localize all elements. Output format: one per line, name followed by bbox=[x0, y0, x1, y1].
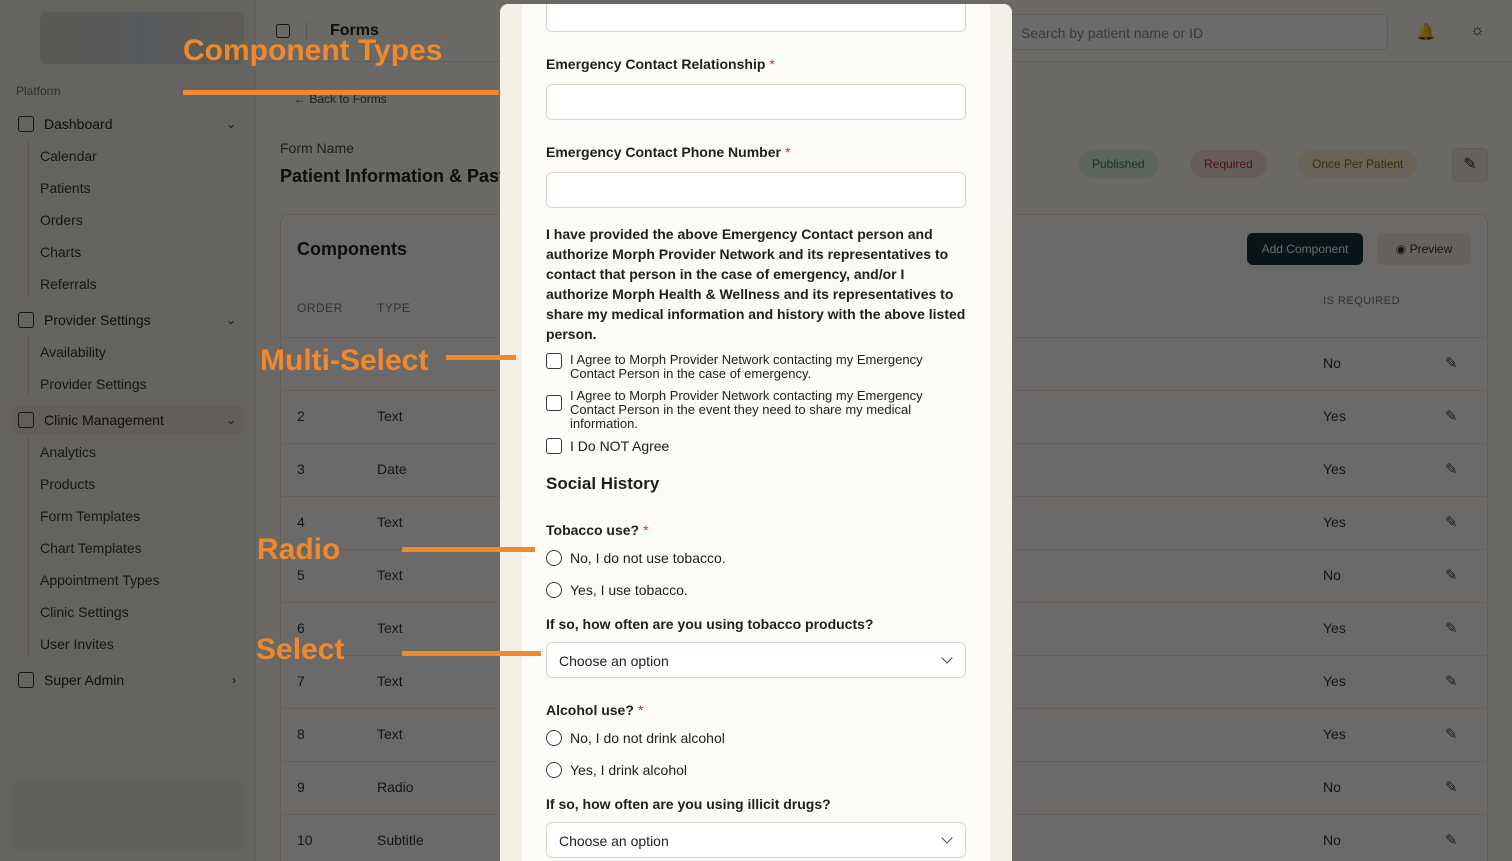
chevron-down-icon bbox=[941, 832, 952, 843]
social-history-title: Social History bbox=[546, 474, 660, 493]
annotation-line bbox=[446, 355, 516, 360]
checkbox[interactable] bbox=[546, 438, 562, 454]
tobacco-option-no[interactable] bbox=[546, 550, 726, 566]
select-value: Choose an option bbox=[559, 653, 669, 669]
phone-label bbox=[546, 144, 790, 160]
required-star: * bbox=[643, 522, 649, 538]
required-star: * bbox=[769, 56, 775, 72]
radio-button[interactable] bbox=[546, 582, 562, 598]
chevron-down-icon bbox=[941, 652, 952, 663]
authorization-text: I have provided the above Emergency Contact person and authorize Morph Provider Network and its representatives to contact that person in the case of emergency, and/or I authorize Morph Health & Wellness and its representatives to share my medical information and history with the above listed person. bbox=[546, 226, 966, 342]
relationship-label bbox=[546, 56, 775, 72]
annotation-line bbox=[183, 90, 499, 95]
annotation-line bbox=[402, 651, 541, 656]
checkbox[interactable] bbox=[546, 353, 562, 369]
tobacco-label-text: Tobacco use? bbox=[546, 522, 640, 538]
required-star: * bbox=[637, 702, 644, 718]
tobacco-label bbox=[546, 522, 649, 538]
radio-label: Yes, I use tobacco. bbox=[570, 582, 688, 598]
radio-button[interactable] bbox=[546, 762, 562, 778]
required-star: * bbox=[784, 144, 791, 160]
alcohol-option-yes[interactable] bbox=[546, 762, 687, 778]
form-preview bbox=[522, 4, 990, 861]
preview-modal bbox=[500, 4, 1012, 861]
tobacco-option-yes[interactable] bbox=[546, 582, 688, 598]
alcohol-label-text: Alcohol use? bbox=[546, 702, 634, 718]
relationship-label-text: Emergency Contact Relationship bbox=[546, 56, 766, 72]
emergency-contact-relationship-input[interactable] bbox=[546, 84, 966, 120]
alcohol-label bbox=[546, 702, 643, 718]
tobacco-frequency-select[interactable] bbox=[546, 642, 966, 678]
drugs-frequency-label: If so, how often are you using illicit drugs? bbox=[546, 796, 831, 812]
phone-label-text: Emergency Contact Phone Number bbox=[546, 144, 781, 160]
consent-option-medical-info[interactable] bbox=[546, 389, 970, 431]
select-value: Choose an option bbox=[559, 833, 669, 849]
drugs-frequency-select[interactable] bbox=[546, 822, 966, 858]
consent-option-emergency[interactable] bbox=[546, 353, 970, 381]
emergency-contact-phone-input[interactable] bbox=[546, 172, 966, 208]
annotation-component-types: Component Types bbox=[183, 34, 443, 67]
alcohol-option-no[interactable] bbox=[546, 730, 725, 746]
checkbox-label: I Do NOT Agree bbox=[570, 438, 670, 454]
radio-button[interactable] bbox=[546, 730, 562, 746]
checkbox-label: I Agree to Morph Provider Network contacting my Emergency Contact Person in the case of emergency. bbox=[570, 352, 923, 381]
tobacco-frequency-label: If so, how often are you using tobacco products? bbox=[546, 616, 874, 632]
emergency-contact-name-input[interactable] bbox=[546, 4, 966, 32]
radio-label: No, I do not drink alcohol bbox=[570, 730, 725, 746]
radio-label: Yes, I drink alcohol bbox=[570, 762, 687, 778]
checkbox-label: I Agree to Morph Provider Network contacting my Emergency Contact Person in the event they need to share my medical information. bbox=[570, 388, 923, 431]
annotation-line bbox=[402, 547, 535, 552]
annotation-select: Select bbox=[256, 633, 345, 666]
annotation-multi-select: Multi-Select bbox=[260, 344, 429, 377]
checkbox[interactable] bbox=[546, 395, 562, 411]
radio-label: No, I do not use tobacco. bbox=[570, 550, 726, 566]
annotation-radio: Radio bbox=[257, 533, 341, 566]
radio-button[interactable] bbox=[546, 550, 562, 566]
consent-option-do-not-agree[interactable] bbox=[546, 438, 970, 454]
